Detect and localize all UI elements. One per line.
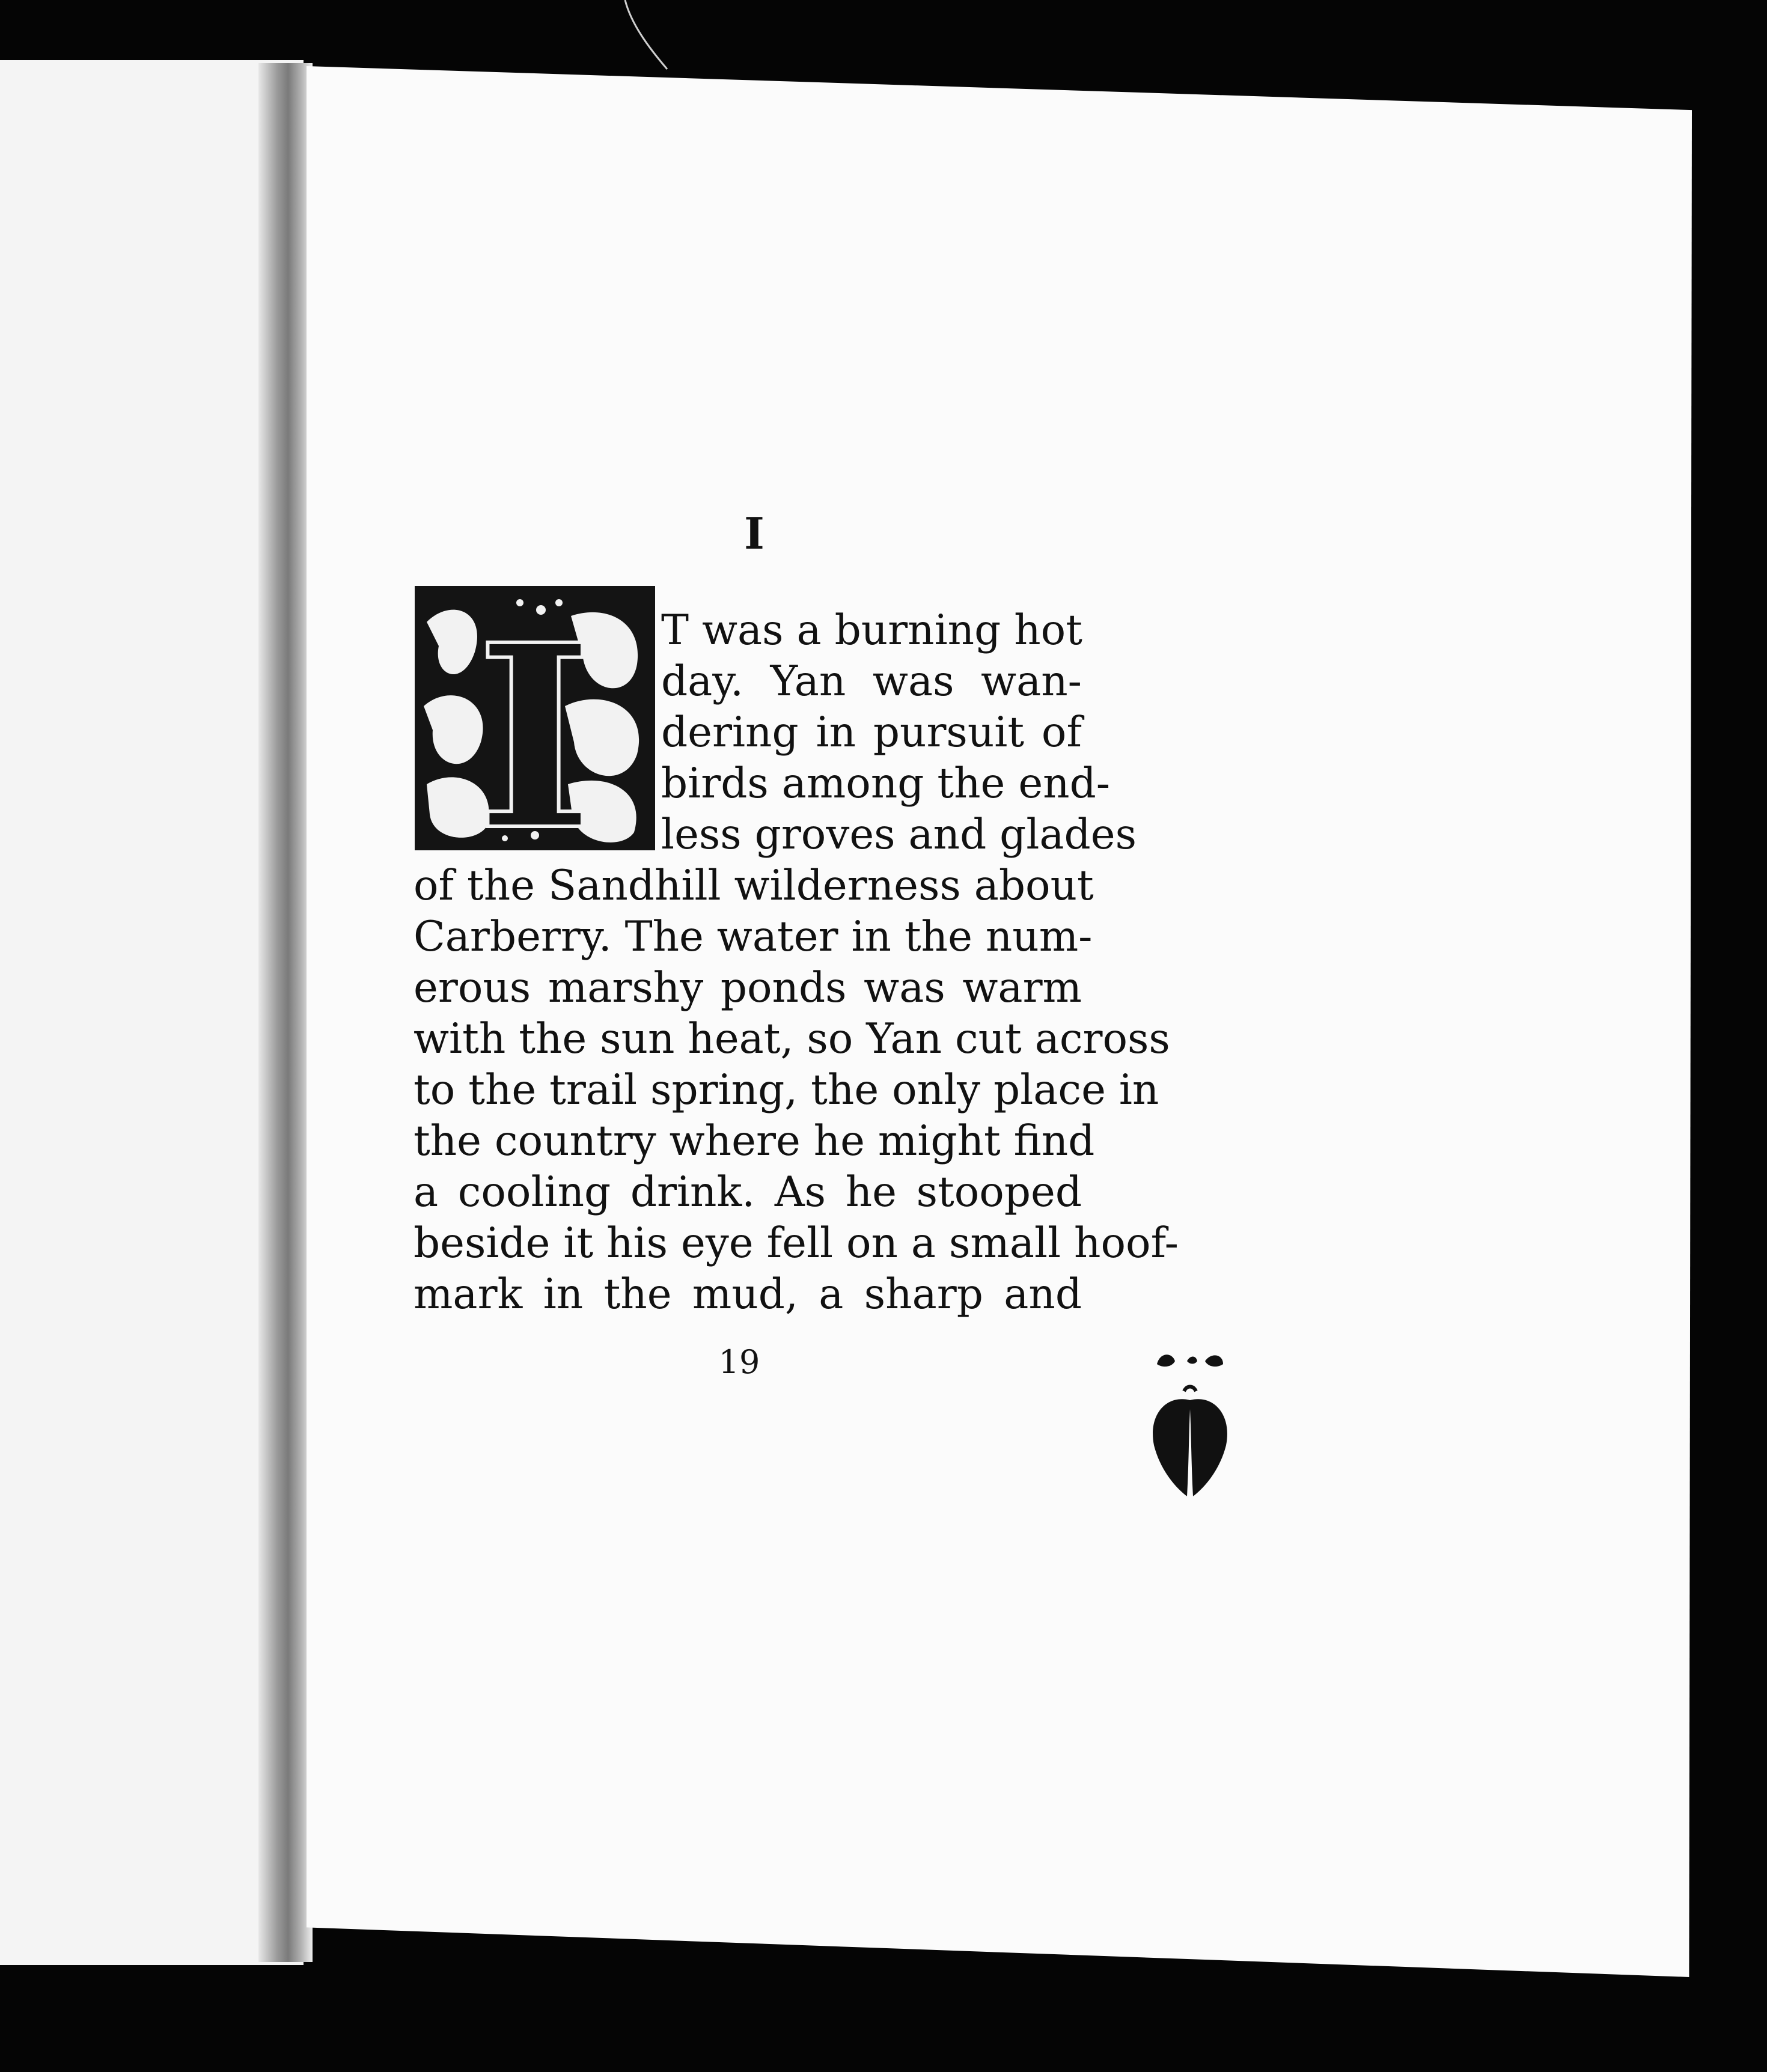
text-line: the country where he might find [414,1117,1095,1165]
dropcap-letter: I [475,590,594,850]
text-line: dering in pursuit of [661,708,1082,757]
page-gutter [258,63,313,1962]
text-line: T was a burning hot [661,606,1082,654]
text-line: erous marshy ponds was warm [414,964,1082,1012]
text-line: less groves and glades [661,811,1137,859]
text-line: day. Yan was wan- [661,657,1082,705]
text-line: with the sun heat, so Yan cut across [414,1015,1170,1063]
page-number: 19 [718,1343,760,1381]
text-line: Carberry. The water in the num- [414,913,1093,961]
text-line: mark in the mud, a sharp and [414,1270,1082,1318]
dropcap-foliage-icon [415,586,655,850]
text-line: a cooling drink. As he stooped [414,1168,1082,1216]
deer-hoofprint-icon [1142,1343,1238,1499]
text-line: birds among the end- [661,760,1111,808]
text-line: beside it his eye fell on a small hoof- [414,1219,1179,1267]
text-line: to the trail spring, the only place in [414,1066,1159,1114]
scan-artifact-mark [613,0,679,72]
text-line: of the Sandhill wilderness about [414,862,1094,910]
chapter-number: I [744,508,764,559]
dropcap-ornament [415,586,655,850]
